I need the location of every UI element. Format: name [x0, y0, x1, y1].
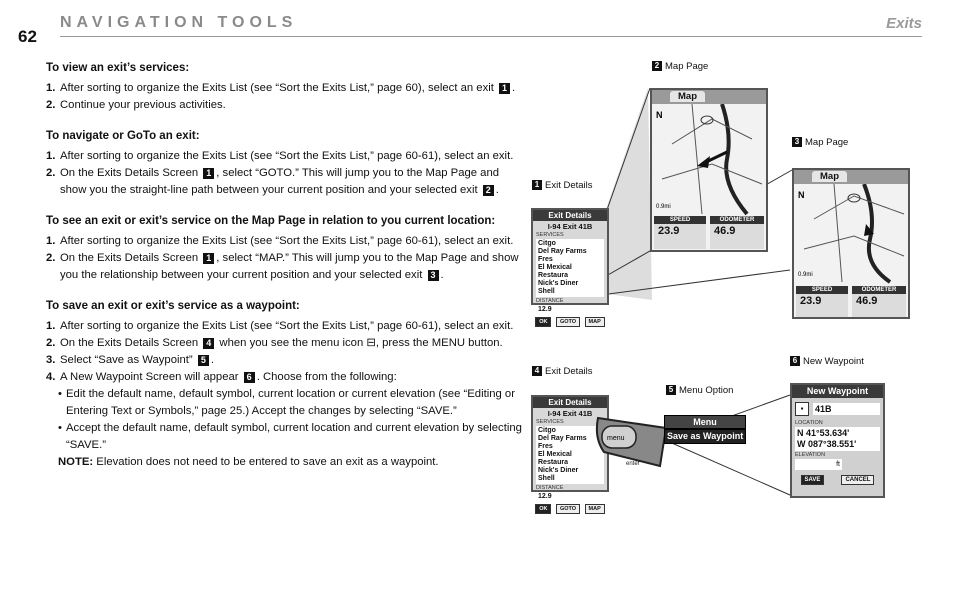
list-item[interactable]: Del Ray Farms Fres [538, 248, 587, 263]
figure-tag: 6 [244, 372, 255, 383]
cancel-button[interactable]: CANCEL [841, 475, 874, 485]
odometer-field[interactable]: ODOMETER 46.9 [852, 286, 906, 317]
road-lines [804, 184, 904, 282]
screen-title: New Waypoint [792, 385, 883, 398]
figure-tag: 4 [203, 338, 214, 349]
page-number: 62 [18, 27, 37, 46]
speed-field[interactable]: SPEED 23.9 [796, 286, 848, 317]
elevation-field[interactable]: ft [795, 459, 842, 470]
map-button[interactable]: MAP [585, 504, 605, 514]
waypoint-symbol-icon[interactable]: ▪ [795, 402, 809, 416]
step-text: After sorting to organize the Exits List (see “Sort the Exits List,” page 60-61), select an exit. [60, 320, 514, 332]
heading-goto-exit: To navigate or GoTo an exit: [46, 130, 200, 142]
bullet-icon: • [58, 388, 62, 400]
step-text: Select “Save as Waypoint” 5 . [60, 354, 214, 366]
exit-name: I-94 Exit 41B [547, 409, 593, 418]
distance-value: 12.9 [536, 492, 570, 502]
highway-line [722, 104, 747, 214]
step-text: On the Exits Details Screen 4 when you see the menu icon ⊟, press the MENU button. [60, 337, 503, 349]
position-arrow-icon [697, 156, 710, 168]
list-item[interactable]: Nick's Diner [538, 280, 579, 287]
north-icon: N [656, 110, 663, 120]
step-number: 1. [46, 150, 56, 162]
services-list [536, 239, 604, 297]
list-item[interactable]: Shell [538, 288, 555, 295]
figure-tag: 1 [499, 83, 510, 94]
services-label: SERVICES [536, 232, 564, 238]
bullet-icon: • [58, 422, 62, 434]
screen-buttons [533, 504, 607, 514]
services-label: SERVICES [536, 419, 564, 425]
menu-title: Menu [664, 415, 746, 429]
menu-option-popup [664, 415, 746, 444]
menu-key-label: menu [607, 435, 625, 442]
list-item[interactable]: Citgo [538, 240, 556, 247]
odometer-field[interactable]: ODOMETER 46.9 [710, 216, 764, 249]
step-text: After sorting to organize the Exits List (see “Sort the Exits List,” page 60-61), select an exit. [60, 150, 514, 162]
distance-label: DISTANCE [536, 485, 564, 491]
figure-tag: 1 [203, 253, 214, 264]
list-item[interactable]: Nick's Diner [538, 467, 579, 474]
waypoint-name-field[interactable]: 41B [813, 403, 880, 415]
heading-view-services: To view an exit’s services: [46, 62, 190, 74]
screen-buttons [533, 317, 607, 327]
map-button[interactable]: MAP [585, 317, 605, 327]
step-text: After sorting to organize the Exits List (see “Sort the Exits List,” page 60-61), select an exit. [60, 235, 514, 247]
map-page-screen-map [792, 168, 910, 319]
step-text: Continue your previous activities. [60, 99, 226, 111]
list-item[interactable]: Citgo [538, 427, 556, 434]
bullet-item: • Edit the default name, default symbol, current location or current elevation (see “Editing or Entering Text or Symbols,” page 25.) Accept the changes by selecting “SAVE.” [46, 386, 526, 420]
step-number: 3. [46, 354, 56, 366]
step-number: 4. [46, 371, 56, 383]
location-field[interactable]: N 41°53.634' W 087°38.551' [795, 427, 880, 451]
chapter-title: Exits [886, 15, 922, 32]
save-as-waypoint-option[interactable]: Save as Waypoint [664, 429, 746, 444]
figure-caption: 2 Map Page [652, 61, 708, 72]
map-view[interactable] [794, 184, 908, 282]
list-item[interactable]: Shell [538, 475, 555, 482]
exit-name: I-94 Exit 41B [547, 222, 593, 231]
figure-caption: 6 New Waypoint [790, 356, 864, 367]
waypoint-name-row [795, 402, 880, 416]
step-text: On the Exits Details Screen 1 , select “GOTO.” This will jump you to the Map Page and show you the straight-line path between your current position and your selected exit 2 . [60, 167, 500, 196]
list-item[interactable]: Del Ray Farms Fres [538, 435, 587, 450]
screen-title: Exit Details [533, 397, 607, 408]
step-number: 2. [46, 167, 56, 179]
ok-button[interactable]: OK [535, 317, 551, 327]
step-number: 1. [46, 320, 56, 332]
menu-icon: ⊟ [366, 337, 376, 349]
map-tab[interactable]: Map [652, 90, 766, 104]
north-icon: N [798, 190, 805, 200]
map-page-screen-goto [650, 88, 768, 252]
step-number: 2. [46, 99, 56, 111]
figure-caption: 5 Menu Option [666, 385, 733, 396]
step-text: A New Waypoint Screen will appear 6 . Choose from the following: [60, 371, 397, 383]
note-label: NOTE: [58, 456, 94, 468]
distance-label: DISTANCE [536, 298, 564, 304]
step-text: On the Exits Details Screen 1 , select “MAP.” This will jump you to the Map Page and show you the relationship between your current position and your selected exit 3 . [60, 252, 519, 281]
map-tab[interactable]: Map [794, 170, 908, 184]
step-number: 2. [46, 337, 56, 349]
heading-save-waypoint: To save an exit or exit’s service as a waypoint: [46, 300, 300, 312]
save-button[interactable]: SAVE [801, 475, 825, 485]
figure-tag: 2 [483, 185, 494, 196]
map-view[interactable] [652, 104, 766, 214]
new-waypoint-screen [790, 383, 885, 498]
figure-caption: 4 Exit Details [532, 366, 593, 377]
screen-title: Exit Details [533, 210, 607, 221]
heading-see-on-map: To see an exit or exit’s service on the Map Page in relation to you current location: [46, 215, 496, 227]
speed-field[interactable]: SPEED 23.9 [654, 216, 706, 249]
list-item[interactable]: El Mexical Restaura [538, 451, 572, 466]
bullet-item: • Accept the default name, default symbol, current location and current elevation by selecting “SAVE.” [46, 420, 526, 454]
figure-tag: 5 [198, 355, 209, 366]
map-scale: 0.9mi [798, 272, 813, 278]
distance-value: 12.9 [536, 305, 570, 315]
enter-key-label: enter [626, 461, 640, 467]
location-label: LOCATION [795, 420, 823, 426]
exit-details-screen [531, 208, 609, 325]
step-number: 1. [46, 235, 56, 247]
figure-tag: 3 [428, 270, 439, 281]
figure-caption: 1 Exit Details [532, 180, 593, 191]
step-number: 1. [46, 82, 56, 94]
step-text: After sorting to organize the Exits List (see “Sort the Exits List,” page 60), select an exit 1 . [60, 82, 516, 94]
list-item[interactable]: El Mexical Restaura [538, 264, 572, 279]
map-scale: 0.9mi [656, 204, 671, 210]
section-title: NAVIGATION TOOLS [60, 14, 298, 31]
ok-button[interactable]: OK [535, 504, 551, 514]
goto-button[interactable]: GOTO [556, 504, 580, 514]
note-text: Elevation does not need to be entered to save an exit as a waypoint. [96, 456, 439, 468]
goto-button[interactable]: GOTO [556, 317, 580, 327]
figure-tag: 1 [203, 168, 214, 179]
callout-line [665, 440, 790, 495]
step-number: 2. [46, 252, 56, 264]
figure-caption: 3 Map Page [792, 137, 848, 148]
elevation-label: ELEVATION [795, 452, 826, 458]
device-keypad [590, 408, 668, 468]
waypoint-buttons [792, 475, 883, 485]
